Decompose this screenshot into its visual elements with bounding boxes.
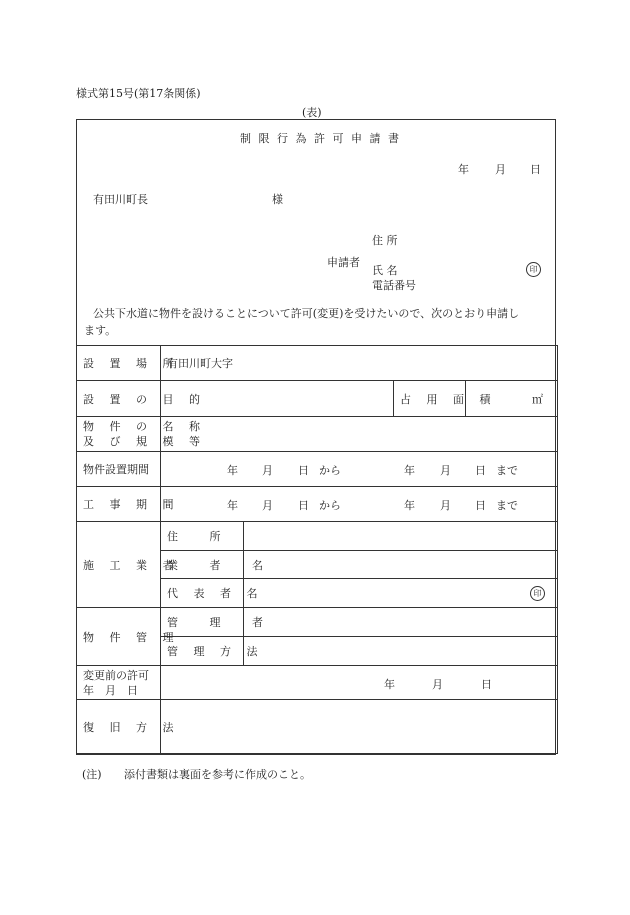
form-title: 制 限 行 為 許 可 申 請 書 — [240, 132, 401, 145]
manager-label: 管 理 者 — [161, 608, 244, 637]
application-table — [76, 345, 558, 754]
contractor-rep-label: 代 表 者 名 — [161, 579, 244, 608]
construction-value[interactable]: 年 月 日 から 年 月 日 まで — [161, 487, 558, 522]
construction-label: 工 事 期 間 — [77, 487, 161, 522]
method-value[interactable] — [244, 637, 558, 666]
purpose-label: 設 置 の 目 的 — [77, 381, 161, 417]
restoration-value[interactable] — [161, 700, 558, 754]
table-row-location — [77, 346, 558, 381]
contractor-company-value[interactable] — [244, 551, 558, 579]
applicant-seal — [526, 262, 541, 277]
location-value[interactable]: 有田川町大字 — [161, 346, 558, 381]
area-unit: ㎡ — [532, 392, 543, 406]
contractor-address-label: 住 所 — [161, 522, 244, 551]
prior-permit-label: 変更前の許可 年 月 日 — [77, 666, 161, 700]
item-name-label: 物 件 の 名 称 及 び 規 模 等 — [77, 417, 161, 452]
applicant-label: 申請者 — [327, 256, 360, 269]
date-year: 年 — [458, 163, 469, 176]
management-label: 物 件 管 理 — [77, 608, 161, 666]
table-row-manager — [77, 608, 558, 637]
manager-value[interactable] — [244, 608, 558, 637]
contractor-address-value[interactable] — [244, 522, 558, 551]
date-day: 日 — [530, 163, 541, 176]
addressee-honorific: 様 — [272, 193, 283, 206]
form-reference: 様式第15号(第17条関係) — [76, 87, 201, 100]
body-text-line2: ます。 — [84, 324, 117, 337]
contractor-rep-value[interactable] — [244, 579, 558, 608]
restoration-label: 復 旧 方 法 — [77, 700, 161, 754]
period-value[interactable]: 年 月 日 から 年 月 日 まで — [161, 452, 558, 487]
table-row-contractor-address — [77, 522, 558, 551]
body-text-line1: 公共下水道に物件を設けることについて許可(変更)を受けたいので、次のとおり申請し — [93, 307, 520, 320]
applicant-name-label: 氏 名 — [372, 264, 398, 277]
addressee: 有田川町長 — [93, 193, 148, 206]
note-label: (注) — [82, 768, 102, 781]
table-row-construction — [77, 487, 558, 522]
table-row-prior-permit — [77, 666, 558, 700]
table-row-period — [77, 452, 558, 487]
table-row-item-name — [77, 417, 558, 452]
contractor-label: 施 工 業 者 — [77, 522, 161, 608]
note-text: 添付書類は裏面を参考に作成のこと。 — [124, 768, 311, 781]
table-row-restoration — [77, 700, 558, 754]
method-label: 管 理 方 法 — [161, 637, 244, 666]
area-label: 占 用 面 積 — [394, 381, 466, 417]
location-label: 設 置 場 所 — [77, 346, 161, 381]
item-name-value[interactable] — [161, 417, 558, 452]
contractor-company-label: 業 者 名 — [161, 551, 244, 579]
side-label: (表) — [302, 106, 322, 119]
date-month: 月 — [495, 163, 506, 176]
period-label: 物件設置期間 — [77, 452, 161, 487]
applicant-phone-label: 電話番号 — [372, 279, 416, 292]
applicant-address-label: 住 所 — [372, 234, 398, 247]
seal-icon: 印 — [530, 586, 545, 601]
seal-icon: 印 — [526, 262, 541, 277]
table-row-purpose — [77, 381, 558, 417]
prior-permit-value[interactable]: 年 月 日 — [161, 666, 558, 700]
